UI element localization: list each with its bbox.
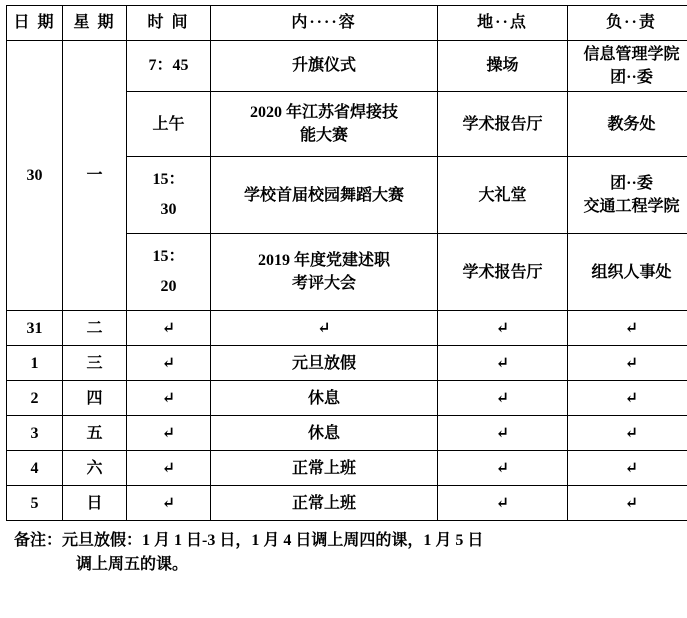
cell-place: ↵ <box>438 416 568 451</box>
cell-time <box>127 234 211 311</box>
cell-place: 学术报告厅 <box>438 234 568 311</box>
table-row <box>7 486 687 521</box>
cell-content: 元旦放假 <box>211 346 438 381</box>
column-header-date: 日 期 <box>7 6 63 41</box>
cell-time: ↵ <box>127 416 211 451</box>
footer-note-line2: 调上周五的课。 <box>14 553 677 577</box>
cell-owner: 教务处 <box>568 92 687 157</box>
cell-content: 正常上班 <box>211 486 438 521</box>
cell-weekday: 日 <box>63 486 127 521</box>
cell-time: 上午 <box>127 92 211 157</box>
cell-date: 1 <box>7 346 63 381</box>
cell-place: ↵ <box>438 381 568 416</box>
cell-weekday: 三 <box>63 346 127 381</box>
cell-content: 学校首届校园舞蹈大赛 <box>211 157 438 234</box>
cell-owner <box>568 157 687 234</box>
cell-weekday: 一 <box>63 41 127 311</box>
cell-weekday: 二 <box>63 311 127 346</box>
cell-time: 7：45 <box>127 41 211 92</box>
cell-date: 31 <box>7 311 63 346</box>
cell-time-line2: 20 <box>130 272 207 302</box>
cell-place: ↵ <box>438 451 568 486</box>
cell-owner-line2: 交通工程学院 <box>571 195 687 218</box>
table-header-row <box>7 6 687 41</box>
cell-weekday: 四 <box>63 381 127 416</box>
cell-time: ↵ <box>127 346 211 381</box>
cell-owner: ↵ <box>568 486 687 521</box>
column-header-owner: 负··责 <box>568 6 687 41</box>
cell-owner-line2: 团··委 <box>571 66 687 89</box>
table-row <box>7 381 687 416</box>
schedule-document <box>0 5 687 618</box>
cell-owner: ↵ <box>568 416 687 451</box>
cell-content: 休息 <box>211 416 438 451</box>
table-row <box>7 451 687 486</box>
cell-date: 4 <box>7 451 63 486</box>
column-header-weekday: 星 期 <box>63 6 127 41</box>
cell-place: 大礼堂 <box>438 157 568 234</box>
column-header-content: 内····容 <box>211 6 438 41</box>
cell-content: 正常上班 <box>211 451 438 486</box>
cell-date: 2 <box>7 381 63 416</box>
cell-owner: ↵ <box>568 451 687 486</box>
cell-date: 5 <box>7 486 63 521</box>
cell-owner: ↵ <box>568 311 687 346</box>
cell-weekday: 六 <box>63 451 127 486</box>
cell-time-line1: 15： <box>130 242 207 272</box>
cell-time: ↵ <box>127 486 211 521</box>
table-row <box>7 416 687 451</box>
cell-time-line1: 15： <box>130 165 207 195</box>
cell-content: ↵ <box>211 311 438 346</box>
cell-content-line1: 2020 年江苏省焊接技 <box>214 101 434 124</box>
table-row <box>7 41 687 92</box>
cell-place: 操场 <box>438 41 568 92</box>
footer-note-line1: 备注：元旦放假：1 月 1 日-3 日，1 月 4 日调上周四的课，1 月 5 日 <box>14 532 483 549</box>
cell-owner: ↵ <box>568 346 687 381</box>
cell-place: ↵ <box>438 346 568 381</box>
cell-time-line2: 30 <box>130 195 207 225</box>
cell-owner: 组织人事处 <box>568 234 687 311</box>
cell-owner-line1: 信息管理学院 <box>571 43 687 66</box>
cell-content: 升旗仪式 <box>211 41 438 92</box>
cell-content: 休息 <box>211 381 438 416</box>
cell-time: ↵ <box>127 381 211 416</box>
cell-content <box>211 92 438 157</box>
cell-time: ↵ <box>127 451 211 486</box>
column-header-place: 地··点 <box>438 6 568 41</box>
cell-place: ↵ <box>438 311 568 346</box>
cell-owner-line1: 团··委 <box>571 172 687 195</box>
cell-owner: ↵ <box>568 381 687 416</box>
cell-time: ↵ <box>127 311 211 346</box>
cell-weekday: 五 <box>63 416 127 451</box>
cell-time <box>127 157 211 234</box>
table-row <box>7 346 687 381</box>
table-row <box>7 311 687 346</box>
cell-date: 30 <box>7 41 63 311</box>
weekly-schedule-table <box>6 5 687 521</box>
cell-content-line2: 考评大会 <box>214 272 434 295</box>
cell-place: ↵ <box>438 486 568 521</box>
footer-note <box>14 529 677 577</box>
column-header-time: 时 间 <box>127 6 211 41</box>
cell-owner <box>568 41 687 92</box>
cell-content <box>211 234 438 311</box>
cell-content-line1: 2019 年度党建述职 <box>214 249 434 272</box>
cell-content-line2: 能大赛 <box>214 124 434 147</box>
cell-date: 3 <box>7 416 63 451</box>
cell-place: 学术报告厅 <box>438 92 568 157</box>
